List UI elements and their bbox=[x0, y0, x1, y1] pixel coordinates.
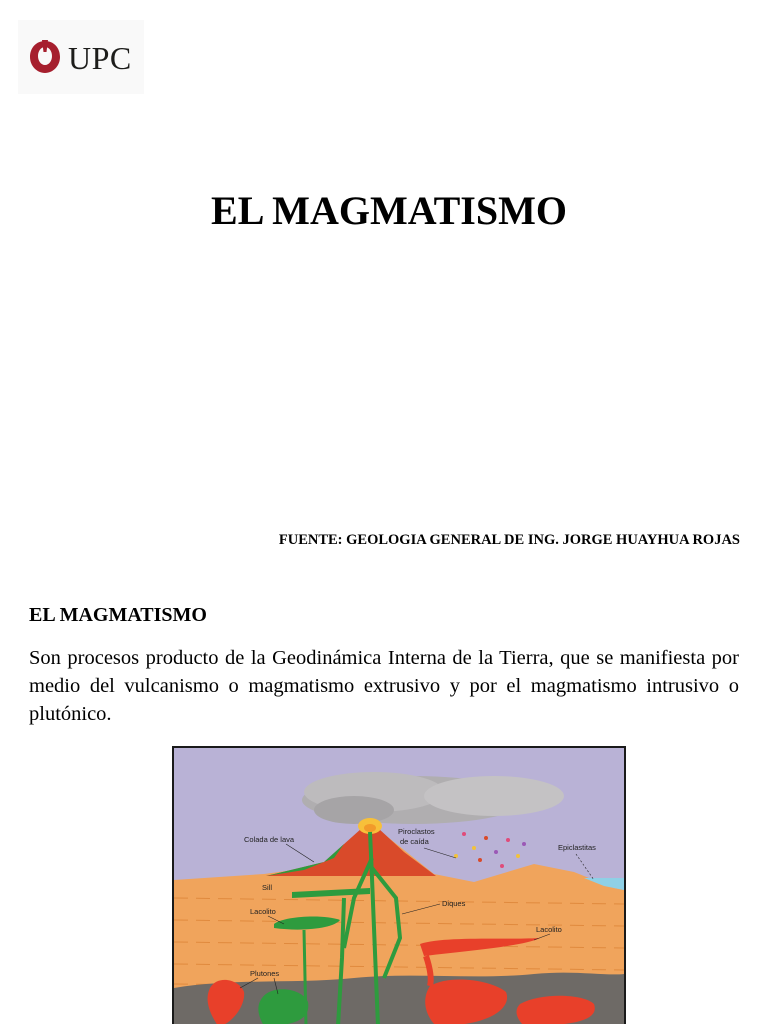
section-paragraph: Son procesos producto de la Geodinámica Interna de la Tierra, que se manifiesta por medio del vulcanismo o magmatismo extrusivo y por el magmatismo intrusivo o plutónico. bbox=[29, 647, 739, 725]
page-title: EL MAGMATISMO bbox=[211, 188, 567, 233]
label-piroclastos-1: Piroclastos bbox=[398, 827, 435, 836]
pluton-2 bbox=[258, 989, 308, 1024]
section-heading: EL MAGMATISMO bbox=[29, 604, 207, 626]
label-plutones: Plutones bbox=[250, 969, 280, 978]
upc-emblem-icon bbox=[26, 38, 64, 76]
magmatism-diagram bbox=[172, 746, 626, 1024]
label-diques: Diques bbox=[442, 899, 466, 908]
label-epiclastitas: Epiclastitas bbox=[558, 843, 596, 852]
label-lacolito-left: Lacolito bbox=[250, 907, 276, 916]
label-piroclastos-2: de caída bbox=[400, 837, 429, 846]
label-colada: Colada de lava bbox=[244, 835, 295, 844]
upc-logo bbox=[18, 20, 144, 94]
source-citation: FUENTE: GEOLOGIA GENERAL DE ING. JORGE HUAYHUA ROJAS bbox=[278, 532, 740, 548]
label-lacolito-right: Lacolito bbox=[536, 925, 562, 934]
logo-text: UPC bbox=[68, 40, 132, 76]
label-sill: Sill bbox=[262, 883, 273, 892]
